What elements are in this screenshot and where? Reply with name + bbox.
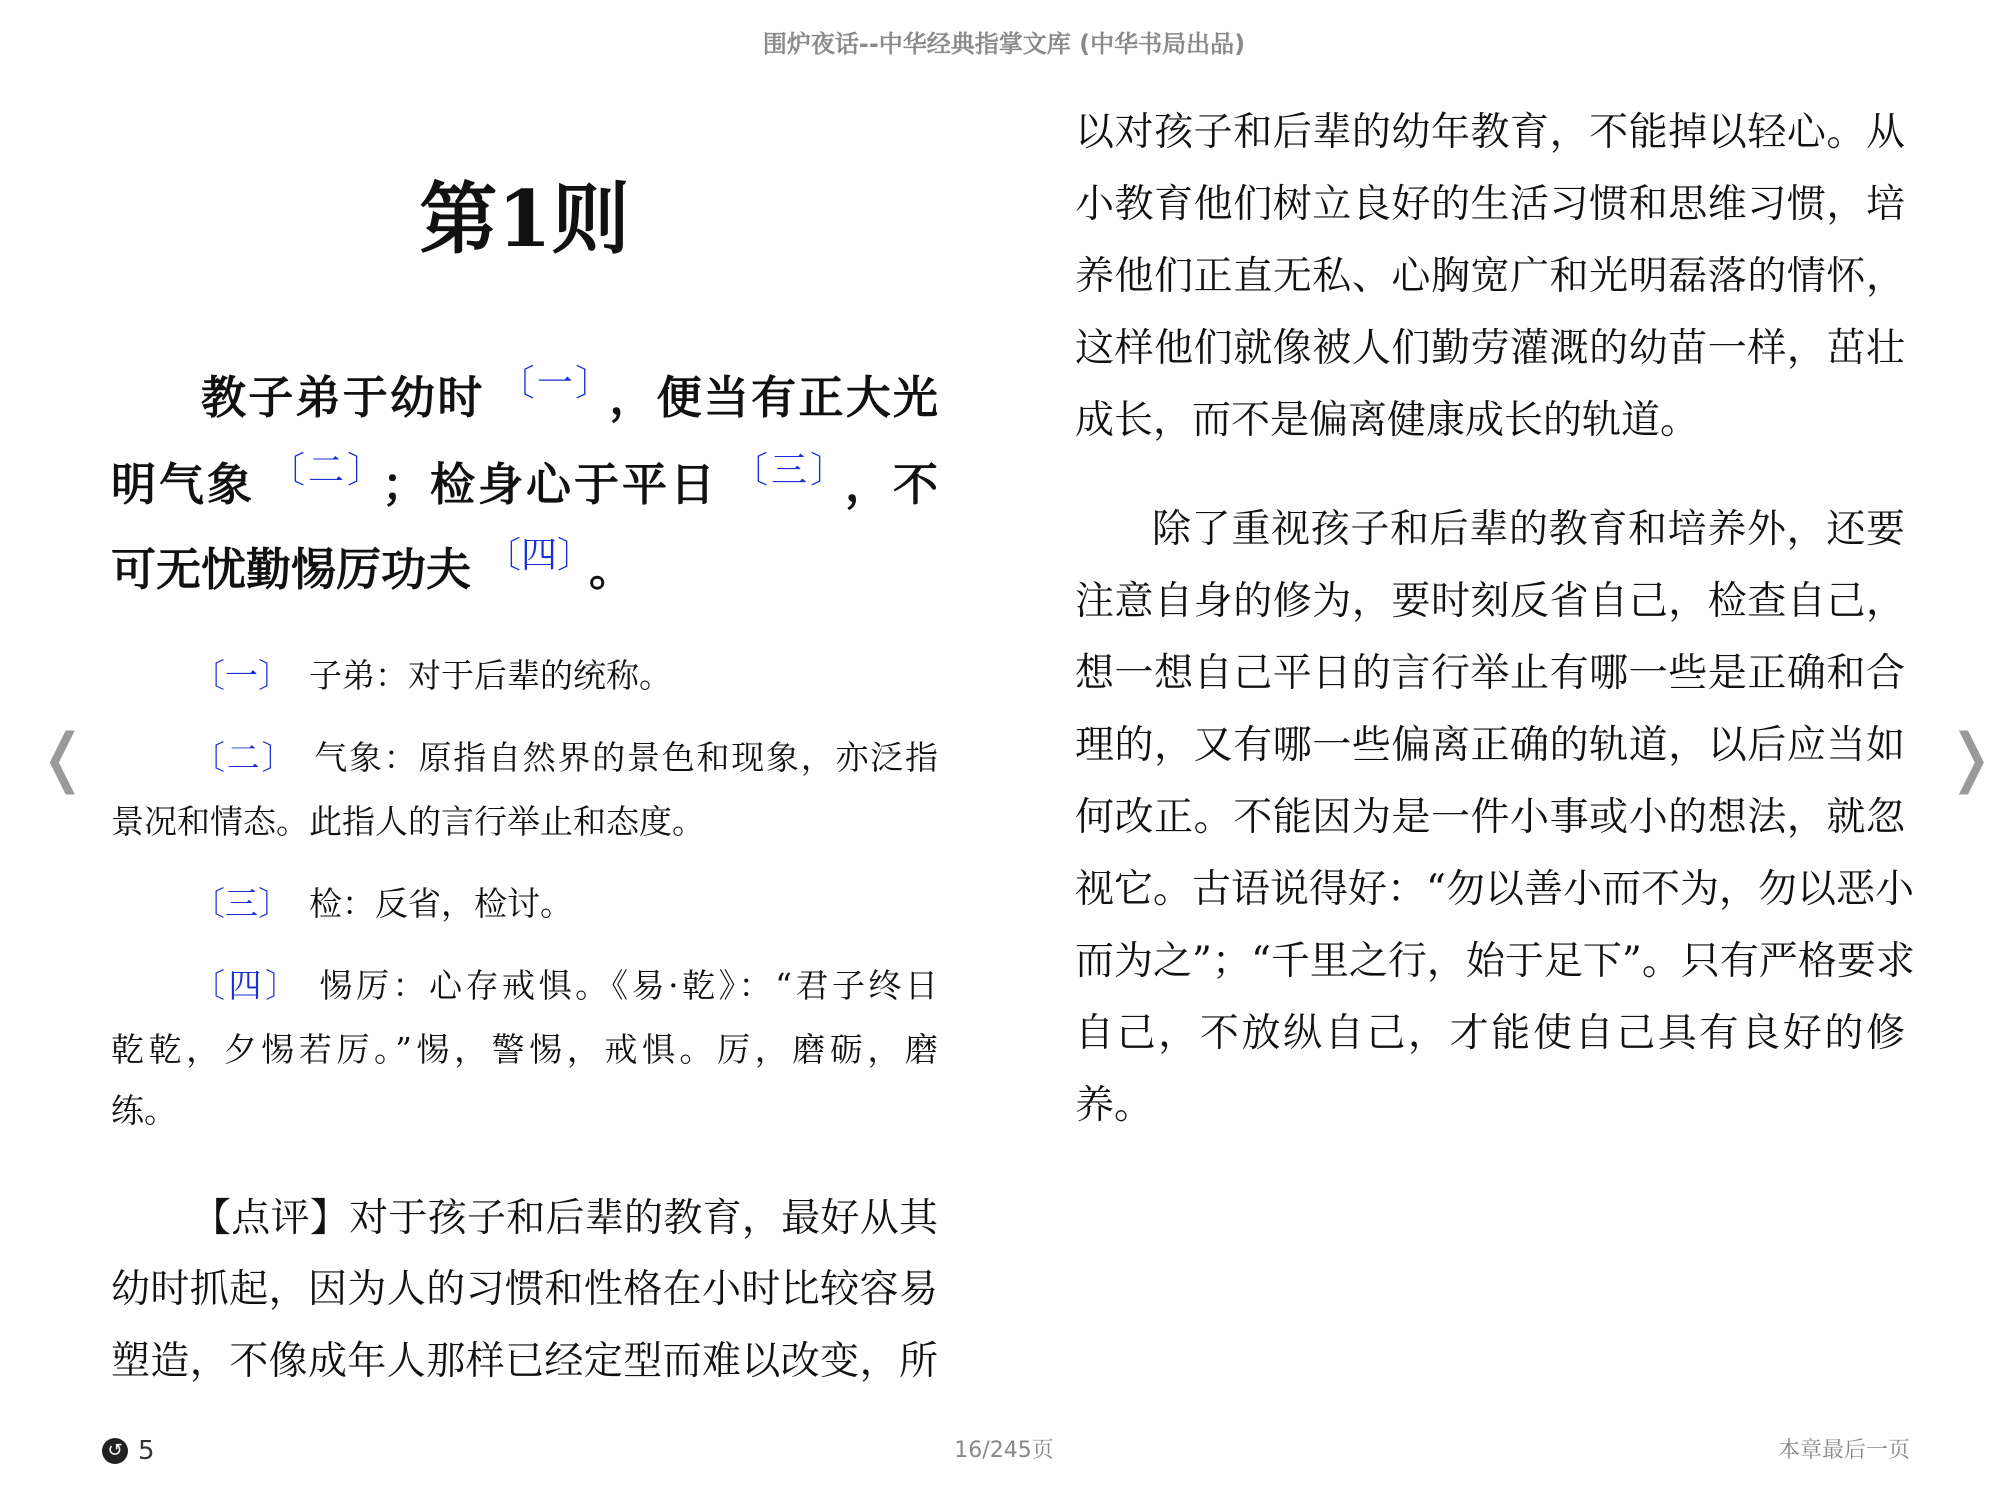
text-segment: 。 [589,543,635,596]
footnote-marker[interactable]: 〔二〕 [192,738,297,777]
body-text-line: 这样他们就像被人们勤劳灌溉的幼苗一样，茁壮 [1075,326,1905,371]
footnote-line [111,1025,938,1075]
body-text-line: 视它。古语说得好：“勿以善小而不为，勿以恶小 [1075,867,1914,912]
footnote-marker[interactable]: 〔四〕 [485,535,576,576]
text-segment: 惕厉：心存戒惧。《易·乾》：“君子终日 [319,966,938,1005]
text-segment: ；检身心于平日 [382,458,718,511]
body-text-line: 而为之”；“千里之行，始于足下”。只有严格要求 [1075,939,1915,984]
text-segment: ，便当有正大光 [609,371,938,424]
main-text-line [201,349,938,424]
footnote-line [111,1086,938,1136]
chevron-left-icon[interactable]: ❬ [36,721,90,795]
commentary-line: 塑造，不像成年人那样已经定型而难以改变，所 [111,1339,938,1384]
footnote-marker[interactable]: 〔四〕 [192,966,302,1005]
footnote-marker[interactable]: 〔一〕 [498,363,596,404]
text-segment: 乾乾，夕惕若厉。”惕，警惕，戒惧。厉，磨砺，磨 [111,1030,938,1069]
text-segment: 景况和情态。此指人的言行举止和态度。 [111,802,705,841]
footnote-line [192,651,938,701]
footnote-line [111,797,938,847]
chevron-right-icon[interactable]: ❭ [1944,721,1998,795]
body-text-line: 想一想自己平日的言行举止有哪一些是正确和合 [1075,651,1905,696]
body-text-line: 注意自身的修为，要时刻反省自己，检查自己， [1075,579,1905,624]
body-text-line: 养他们正直无私、心胸宽广和光明磊落的情怀， [1075,254,1905,299]
text-segment: ，不 [844,458,938,511]
footnote-marker[interactable]: 〔一〕 [192,656,291,695]
body-text-line: 自己，不放纵自己，才能使自己具有良好的修 [1075,1011,1905,1056]
chapter-heading: 第1则 [419,174,630,265]
book-title: 围炉夜话--中华经典指掌文库 (中华书局出品) [762,30,1246,58]
body-text-line: 除了重视孩子和后辈的教育和培养外，还要 [1152,507,1905,552]
text-segment: 子弟：对于后辈的统称。 [309,656,672,695]
text-segment: 教子弟于幼时 [201,371,485,424]
chapter-status: 本章最后一页 [1777,1438,1910,1463]
page-indicator: 16/245页 [954,1438,1054,1463]
text-segment: 可无忧勤惕厉功夫 [111,543,472,596]
body-text-line: 理的，又有哪一些偏离正确的轨道，以后应当如 [1075,723,1905,768]
commentary-line: 【点评】对于孩子和后辈的教育，最好从其 [192,1196,938,1241]
main-text-line [111,521,938,596]
footnote-line [192,961,938,1011]
main-text-line [111,436,938,511]
footnote-line [192,733,938,783]
undo-icon: ↺ [102,1438,128,1464]
text-segment: 明气象 [111,458,255,511]
text-segment: 检：反省，检讨。 [309,884,573,923]
footnote-line [192,879,938,929]
footnote-marker[interactable]: 〔二〕 [269,450,368,491]
footnote-marker[interactable]: 〔三〕 [731,450,831,491]
body-text-line: 以对孩子和后辈的幼年教育，不能掉以轻心。从 [1075,110,1905,155]
body-text-line: 小教育他们树立良好的生活习惯和思维习惯，培 [1075,182,1905,227]
body-text-line: 养。 [1075,1083,1154,1128]
commentary-line: 幼时抓起，因为人的习惯和性格在小时比较容易 [111,1267,938,1312]
back-count: 5 [138,1436,155,1466]
text-segment: 练。 [111,1091,177,1130]
body-text-line: 成长，而不是偏离健康成长的轨道。 [1075,398,1700,443]
text-segment: 气象：原指自然界的景色和现象，亦泛指 [314,738,938,777]
body-text-line: 何改正。不能因为是一件小事或小的想法，就忽 [1075,795,1905,840]
footnote-marker[interactable]: 〔三〕 [192,884,291,923]
